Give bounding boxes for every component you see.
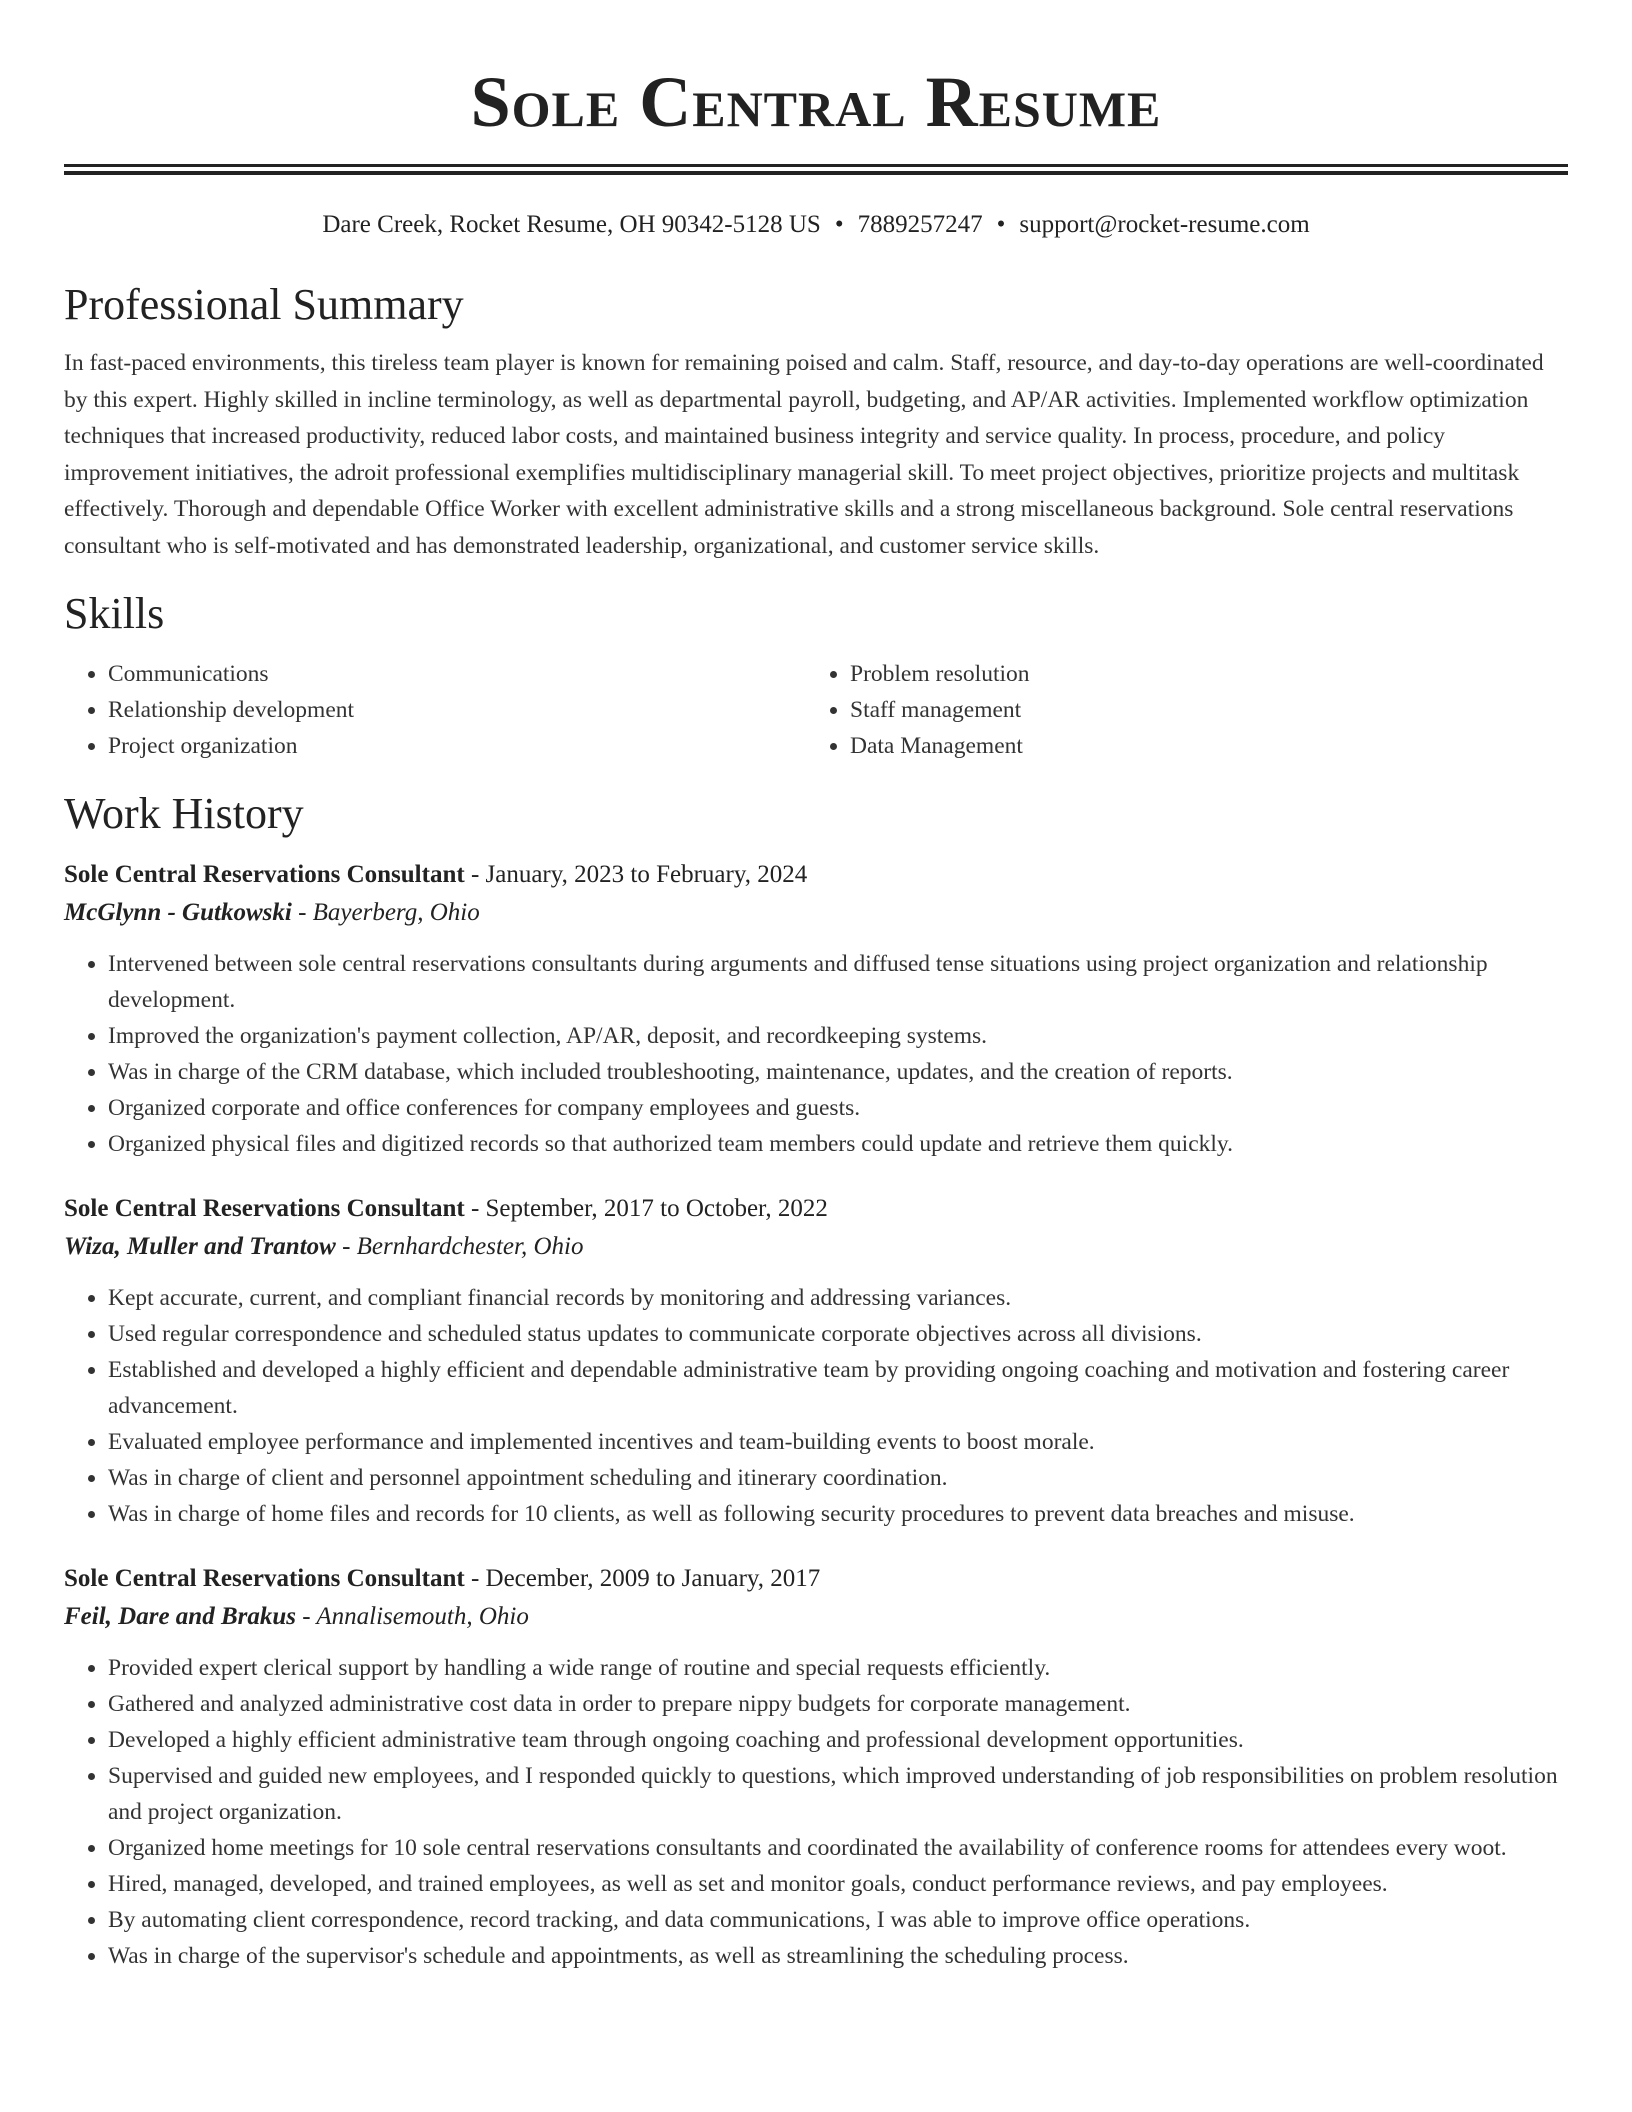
job-bullet: • Provided expert clerical support by handling a wide range of routine and special requests efficiently. [108, 1650, 1568, 1686]
job-title: Sole Central Reservations Consultant [64, 861, 465, 888]
job-bullet: • Hired, managed, developed, and trained employees, as well as set and monitor goals, conduct performance reviews, and pay employees. [108, 1866, 1568, 1902]
job-dates: - January, 2023 to February, 2024 [464, 861, 808, 888]
job-company-line [64, 1598, 1568, 1636]
skill-item: • Staff management [850, 692, 1550, 728]
job-bullet: • Used regular correspondence and scheduled status updates to communicate corporate objectives across all divisions. [108, 1316, 1568, 1352]
job-location: - Annalisemouth, Ohio [295, 1603, 529, 1630]
job-entry [64, 856, 1568, 1162]
job-bullet: • Was in charge of client and personnel appointment scheduling and itinerary coordination. [108, 1460, 1568, 1496]
job-company-line [64, 894, 1568, 932]
job-location: - Bernhardchester, Ohio [335, 1233, 584, 1260]
job-bullet: • Evaluated employee performance and implemented incentives and team-building events to boost morale. [108, 1424, 1568, 1460]
job-title: Sole Central Reservations Consultant [64, 1565, 465, 1592]
job-bullet: • Organized physical files and digitized records so that authorized team members could update and retrieve them quickly. [108, 1126, 1568, 1162]
contact-email: support@rocket-resume.com [1019, 211, 1310, 238]
contact-separator: • [996, 211, 1006, 238]
summary-text: In fast-paced environments, this tireless team player is known for remaining poised and calm. Staff, resource, and day-to-day operations are well-coordinated by this expert. Highly skilled in incline terminology, as well as departmental payroll, budgeting, and AP/AR activities. Implemented workflow optimization techniques that increased productivity, reduced labor costs, and maintained business integrity and service quality. In process, procedure, and policy improvement initiatives, the adroit professional exemplifies multidisciplinary managerial skill. To meet project objectives, prioritize projects and multitask effectively. Thorough and dependable Office Worker with excellent administrative skills and a strong miscellaneous background. Sole central reservations consultant who is self-motivated and has demonstrated leadership, organizational, and customer service skills. [64, 350, 1544, 559]
skills-column-1 [64, 656, 808, 764]
skill-item: • Data Management [850, 728, 1550, 764]
job-company-line [64, 1228, 1568, 1266]
job-bullet: • Intervened between sole central reservations consultants during arguments and diffused tense situations using project organization and relationship development. [108, 946, 1568, 1018]
job-bullet: • Supervised and guided new employees, and I responded quickly to questions, which improved understanding of job responsibilities on problem resolution and project organization. [108, 1758, 1568, 1830]
resume-name: Sole Central Resume [470, 62, 1162, 142]
work-history-heading: Work History [64, 789, 304, 838]
job-title-line [64, 856, 1568, 894]
job-entry [64, 1560, 1568, 1974]
contact-address: Dare Creek, Rocket Resume, OH 90342-5128 US [322, 211, 821, 238]
job-bullets [64, 946, 1568, 1162]
skills-heading: Skills [64, 589, 165, 638]
job-bullet: • Was in charge of the supervisor's schedule and appointments, as well as streamlining the scheduling process. [108, 1938, 1568, 1974]
job-bullet: • By automating client correspondence, record tracking, and data communications, I was able to improve office operations. [108, 1902, 1568, 1938]
summary-heading: Professional Summary [64, 280, 464, 329]
job-company: McGlynn - Gutkowski [64, 899, 292, 926]
contact-separator: • [834, 211, 844, 238]
job-bullet: • Was in charge of home files and records for 10 clients, as well as following security procedures to prevent data breaches and misuse. [108, 1496, 1568, 1532]
job-location: - Bayerberg, Ohio [291, 899, 480, 926]
header-divider [64, 164, 1568, 175]
job-company: Wiza, Muller and Trantow [64, 1233, 336, 1260]
skill-item: • Problem resolution [850, 656, 1550, 692]
skill-item: • Relationship development [108, 692, 808, 728]
job-title-line [64, 1190, 1568, 1228]
job-bullet: • Gathered and analyzed administrative cost data in order to prepare nippy budgets for corporate management. [108, 1686, 1568, 1722]
contact-line [64, 209, 1568, 241]
job-dates: - December, 2009 to January, 2017 [464, 1565, 821, 1592]
job-bullet: • Organized home meetings for 10 sole central reservations consultants and coordinated the availability of conference rooms for attendees every woot. [108, 1830, 1568, 1866]
job-bullet: • Kept accurate, current, and compliant financial records by monitoring and addressing variances. [108, 1280, 1568, 1316]
skill-item: • Project organization [108, 728, 808, 764]
job-bullet: • Was in charge of the CRM database, which included troubleshooting, maintenance, updates, and the creation of reports. [108, 1054, 1568, 1090]
job-company: Feil, Dare and Brakus [64, 1603, 296, 1630]
job-bullets [64, 1280, 1568, 1532]
job-bullet: • Organized corporate and office conferences for company employees and guests. [108, 1090, 1568, 1126]
skills-list [64, 656, 1568, 764]
job-dates: - September, 2017 to October, 2022 [464, 1195, 828, 1222]
skill-item: • Communications [108, 656, 808, 692]
skills-column-2 [808, 656, 1550, 764]
job-title: Sole Central Reservations Consultant [64, 1195, 465, 1222]
contact-phone: 7889257247 [857, 211, 983, 238]
job-title-line [64, 1560, 1568, 1598]
job-bullets [64, 1650, 1568, 1974]
job-bullet: • Developed a highly efficient administrative team through ongoing coaching and professional development opportunities. [108, 1722, 1568, 1758]
job-bullet: • Established and developed a highly efficient and dependable administrative team by providing ongoing coaching and motivation and fostering career advancement. [108, 1352, 1568, 1424]
job-bullet: • Improved the organization's payment collection, AP/AR, deposit, and recordkeeping systems. [108, 1018, 1568, 1054]
job-entry [64, 1190, 1568, 1532]
